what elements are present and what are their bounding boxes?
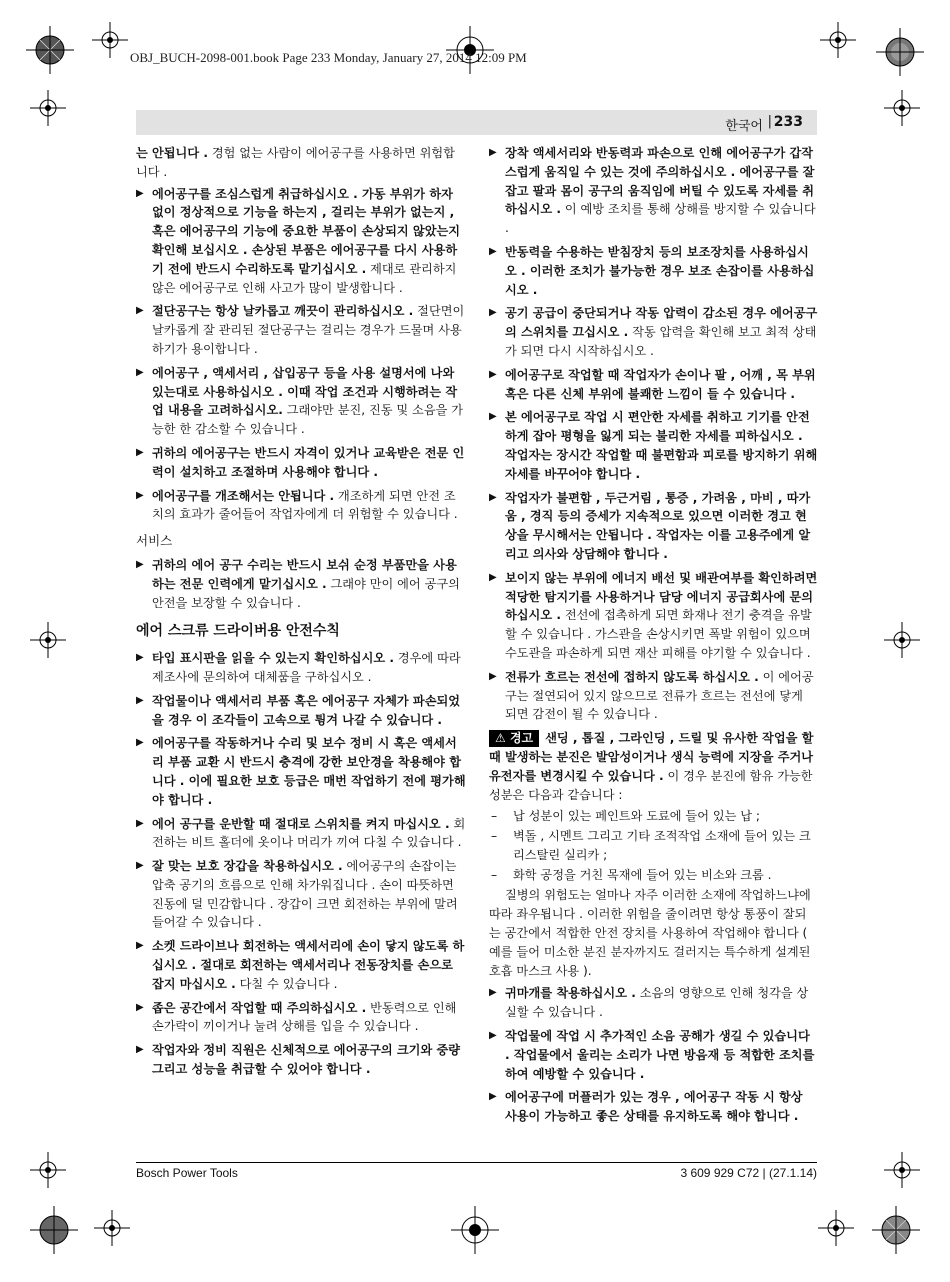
safety-list-a — [136, 185, 466, 525]
item-bold: 귀하의 에어공구는 반드시 자격이 있거나 교육받은 전문 인력이 설치하고 조절하며 사용해야 합니다 . — [152, 445, 465, 479]
list-item — [136, 692, 466, 730]
bullet-triangle-icon: ▶ — [489, 411, 497, 423]
item-text: 개조하게 되면 안전 조치의 효과가 줄어들어 작업자에게 더 위험할 수 있습니다 . — [152, 488, 458, 522]
dash-item — [489, 866, 818, 885]
dash-item — [489, 807, 818, 826]
section-heading: 에어 스크류 드라이버용 안전수칙 — [136, 623, 340, 640]
bullet-triangle-icon: ▶ — [489, 307, 497, 319]
list-item — [489, 304, 818, 360]
bullet-triangle-icon: ▶ — [136, 446, 144, 458]
page-number: 233 — [773, 114, 803, 130]
dash-marker: – — [491, 809, 498, 824]
warning-label: 경고 — [509, 731, 534, 746]
item-bold: 작업물에 작업 시 추가적인 소음 공해가 생길 수 있습니다 . 작업물에서 울리는 소리가 나면 방음재 등 적합한 조치를 하여 예방할 수 있습니다 . — [505, 1029, 815, 1081]
item-bold: 에어공구를 개조해서는 안됩니다 . — [152, 488, 335, 503]
crosshair-mark-left-top — [90, 20, 130, 60]
list-item — [489, 408, 818, 483]
footer-rule — [136, 1162, 817, 1163]
crosshair-mark-right-bottom — [882, 1150, 922, 1190]
list-item — [136, 185, 466, 298]
item-text: 전선에 접촉하게 되면 화재나 전기 충격을 유발할 수 있습니다 . 가스관을 손상시키면 폭발 위험이 있으며 수도관을 파손하게 되면 재산 피해를 야기할 수 있습니다 . — [505, 608, 812, 660]
item-bold: 장착 액세서리와 반동력과 파손으로 인해 에어공구가 갑작스럽게 움직일 수 있는 것에 주의하십시오 . 에어공구를 잘 잡고 팔과 몸이 공구의 움직임에 버틸 수 있도록 자세를 취하십시오 . — [505, 146, 815, 217]
item-bold: 본 에어공구로 작업 시 편안한 자세를 취하고 기기를 안전하게 잡아 평형을 잃게 되는 불리한 자세를 피하십시오 . 작업자는 장시간 작업할 때 불편함과 피로를 방지하기 위해 자세를 바꾸어야 합니다 . — [505, 410, 818, 481]
list-item — [136, 302, 466, 358]
footer-brand: Bosch Power Tools — [136, 1166, 238, 1180]
bullet-triangle-icon: ▶ — [136, 305, 144, 317]
dash-text: 벽돌 , 시멘트 그리고 기타 조적작업 소재에 들어 있는 크리스탈린 실리카 ; — [513, 829, 811, 862]
warning-badge — [489, 730, 539, 747]
list-item — [136, 364, 466, 439]
intro-paragraph — [136, 144, 466, 182]
bullet-triangle-icon: ▶ — [489, 245, 497, 257]
list-item — [136, 999, 466, 1037]
bullet-triangle-icon: ▶ — [136, 737, 144, 749]
left-column — [136, 144, 466, 1084]
crosshair-mark-right-top — [818, 20, 858, 60]
bullet-triangle-icon: ▶ — [136, 1001, 144, 1013]
item-bold: 작업자가 불편함 , 두근거림 , 통증 , 가려움 , 마비 , 따가움 , 경직 등의 증세가 지속적으로 있으면 이러한 경고 현상을 무시해서는 안됩니다 . 작업자는 이를 고용주에게 알리고 의사와 상담해야 합니다 . — [505, 490, 811, 561]
item-text: 경우에 따라 제조사에 문의하여 대체품을 구하십시오 . — [152, 651, 461, 684]
warning-triangle-icon: ⚠ — [495, 731, 506, 746]
bullet-triangle-icon: ▶ — [489, 147, 497, 158]
item-text: 절단면이 날카롭게 잘 관리된 절단공구는 걸리는 경우가 드물며 사용하기가 용이합니다 . — [152, 304, 465, 356]
item-bold: 에어 공구를 운반할 때 절대로 스위치를 켜지 마십시오 . — [152, 816, 450, 831]
item-text: 다칠 수 있습니다 . — [235, 976, 338, 991]
bullet-triangle-icon: ▶ — [136, 1044, 144, 1056]
crosshair-mark-right-margin — [882, 88, 922, 128]
list-item — [136, 937, 466, 993]
item-bold: 귀마개를 착용하십시오 . — [505, 986, 636, 1001]
item-text: 작동 압력을 확인해 보고 최적 상태가 되면 다시 시작하십시오 . — [505, 325, 817, 358]
crosshair-mark-bottom-left-2 — [92, 1208, 132, 1248]
list-item — [489, 144, 818, 238]
footer-doc-code: 3 609 929 C72 | (27.1.14) — [680, 1166, 817, 1180]
bullet-triangle-icon: ▶ — [489, 987, 497, 999]
list-item — [489, 366, 818, 404]
warning-text: 이 경우 분진에 함유 가능한 성분은 다음과 같습니다 : — [489, 768, 813, 802]
list-item — [136, 487, 466, 525]
bullet-triangle-icon: ▶ — [136, 940, 144, 952]
bullet-triangle-icon: ▶ — [136, 694, 144, 706]
item-bold: 좁은 공간에서 작업할 때 주의하십시오 . — [152, 1000, 367, 1015]
list-item — [489, 984, 818, 1022]
right-column — [489, 144, 818, 1131]
list-item — [136, 857, 466, 932]
registration-mark-bottom-left — [24, 1200, 84, 1260]
list-item — [489, 489, 818, 564]
item-text: 그래야만 분진, 진동 및 소음을 가능한 한 감소할 수 있습니다 . — [152, 403, 464, 437]
item-text: 이 에어공구는 절연되어 있지 않으므로 전류가 흐르는 전선에 닿게 되면 감전이 될 수 있습니다 . — [505, 669, 814, 722]
crosshair-mark-bottom-right-2 — [816, 1208, 856, 1248]
service-heading: 서비스 — [136, 533, 173, 549]
registration-mark-top-right — [870, 22, 930, 82]
list-item — [489, 569, 818, 663]
list-item — [489, 1088, 818, 1126]
crosshair-mark-right-middle — [882, 620, 922, 660]
item-bold: 작업자와 정비 직원은 신체적으로 에어공구의 크기와 중량 그리고 성능을 취급할 수 있어야 합니다 . — [152, 1043, 461, 1077]
bullet-triangle-icon: ▶ — [136, 366, 144, 378]
item-bold: 잘 맞는 보호 장갑을 착용하십시오 . — [152, 859, 343, 874]
dash-item — [489, 827, 818, 865]
service-item — [136, 556, 466, 612]
item-text: 그래야 만이 에어 공구의 안전을 보장할 수 있습니다 . — [152, 576, 460, 610]
bullet-triangle-icon: ▶ — [489, 1030, 497, 1042]
intro-text: 경험 없는 사람이 에어공구를 사용하면 위험합니다 . — [136, 146, 455, 179]
header-language: 한국어 — [725, 119, 763, 134]
bullet-triangle-icon: ▶ — [136, 489, 144, 501]
bullet-triangle-icon: ▶ — [136, 187, 144, 199]
list-item — [136, 444, 466, 482]
bullet-triangle-icon: ▶ — [489, 670, 497, 682]
dash-text: 납 성분이 있는 페인트와 도료에 들어 있는 납 ; — [513, 809, 761, 824]
item-bold: 에어공구 , 액세서리 , 삽입공구 등을 사용 설명서에 나와 있는대로 사용하십시오 . 이때 작업 조건과 시행하려는 작업 내용을 고려하십시오. — [152, 365, 458, 418]
item-bold: 보이지 않는 부위에 에너지 배선 및 배관여부를 확인하려면 적당한 탐지기를 사용하거나 담당 에너지 공급회사에 문의하십시오 . — [505, 570, 818, 623]
page-header — [136, 110, 817, 135]
bullet-triangle-icon: ▶ — [489, 571, 497, 583]
bullet-triangle-icon: ▶ — [136, 558, 144, 570]
bullet-triangle-icon: ▶ — [136, 652, 144, 664]
list-item — [136, 734, 466, 809]
warning-bold: 샌딩 , 톱질 , 그라인딩 , 드릴 및 유사한 작업을 할 때 발생하는 분진은 발암성이거나 생식 능력에 지장을 주거나 유전자를 변경시킬 수 있습니다 . — [489, 731, 814, 783]
item-text: 반동력으로 인해 손가락이 끼이거나 눌려 상해를 입을 수 있습니다 . — [152, 1000, 457, 1034]
item-text: 소음의 영향으로 인해 청각을 상실할 수 있습니다 . — [505, 986, 809, 1020]
item-bold: 에어공구를 작동하거나 수리 및 보수 정비 시 혹은 액세서리 부품 교환 시 반드시 충격에 강한 보안경을 착용해야 합니다 . 이에 필요한 보호 등급은 매번 작업하기 전에 평가해야 합니다 . — [152, 736, 466, 807]
dash-text: 화학 공정을 거친 목재에 들어 있는 비소와 크롬 . — [513, 867, 772, 882]
print-info: OBJ_BUCH-2098-001.book Page 233 Monday, January 27, 2014 12:09 PM — [130, 50, 527, 65]
item-text: 회전하는 비트 홀더에 옷이나 머리가 끼여 다칠 수 있습니다 . — [152, 816, 466, 850]
safety-list-c — [489, 144, 818, 724]
item-bold: 에어공구에 머플러가 있는 경우 , 에어공구 작동 시 항상 사용이 가능하고 좋은 상태를 유지하도록 해야 합니다 . — [505, 1090, 803, 1124]
bullet-triangle-icon: ▶ — [489, 368, 497, 380]
item-bold: 작업물이나 액세서리 부품 혹은 에어공구 자체가 파손되었을 경우 이 조각들이 고속으로 튕겨 나갈 수 있습니다 . — [152, 693, 461, 727]
item-bold: 에어공구를 조심스럽게 취급하십시오 . 가동 부위가 하자 없이 정상적으로 기능을 하는지 , 걸리는 부위가 없는지 , 혹은 에어공구의 기능에 중요한 부품이 손상되지 않았는지 확인해 보십시오 . 손상된 부품은 에어공구를 다시 사용하기 전에 반드시 수리하도록 맡기십시오 . — [152, 186, 461, 276]
intro-bold: 는 안됩니다 . — [136, 146, 208, 160]
crosshair-mark-left-bottom — [28, 1150, 68, 1190]
safety-list-b — [136, 649, 466, 1079]
dash-list — [489, 807, 818, 884]
dash-marker: – — [491, 829, 498, 844]
item-bold: 소켓 드라이브나 회전하는 액세서리에 손이 닿지 않도록 하십시오 . 절대로 회전하는 액세서리나 전동장치를 손으로 잡지 마십시오 . — [152, 939, 465, 991]
bullet-triangle-icon: ▶ — [489, 491, 497, 503]
list-item — [489, 1027, 818, 1083]
registration-mark-bottom-right — [866, 1200, 926, 1260]
item-text: 제대로 관리하지 않은 에어공구로 인해 사고가 많이 발생합니다 . — [152, 261, 457, 295]
item-bold: 에어공구로 작업할 때 작업자가 손이나 팔 , 어깨 , 목 부위 혹은 다른 신체 부위에 불쾌한 느낌이 들 수 있습니다 . — [505, 367, 816, 401]
registration-mark-bottom-center — [445, 1200, 505, 1260]
list-item — [136, 815, 466, 853]
registration-mark-top-left — [20, 20, 80, 80]
item-bold: 공기 공급이 중단되거나 작동 압력이 감소된 경우 에어공구의 스위치를 끄십시오 . — [505, 306, 818, 340]
crosshair-mark-left-margin — [28, 88, 68, 128]
header-separator: | — [767, 114, 772, 129]
warning-paragraph — [489, 729, 818, 804]
dash-marker: – — [491, 867, 498, 882]
list-item — [136, 1041, 466, 1079]
item-bold: 전류가 흐르는 전선에 접하지 않도록 하십시오 . — [505, 669, 759, 684]
item-bold: 절단공구는 항상 날카롭고 깨끗이 관리하십시오 . — [152, 304, 414, 319]
list-item — [136, 649, 466, 687]
list-item — [489, 668, 818, 724]
list-item — [489, 243, 818, 299]
item-text: 에어공구의 손잡이는 압축 공기의 흐름으로 인해 차가워집니다 . 손이 따뜻하면 진동에 덜 민감합니다 . 장갑이 크면 회전하는 부위에 말려 들어갈 수 있습니다 . — [152, 859, 458, 930]
item-bold: 귀하의 에어 공구 수리는 반드시 보쉬 순정 부품만을 사용하는 전문 인력에게 맡기십시오 . — [152, 557, 457, 591]
bullet-triangle-icon: ▶ — [489, 1091, 497, 1103]
bullet-triangle-icon: ▶ — [136, 860, 144, 872]
bullet-triangle-icon: ▶ — [136, 817, 144, 829]
crosshair-mark-left-middle — [28, 620, 68, 660]
safety-list-d — [489, 984, 818, 1126]
item-bold: 타입 표시판을 읽을 수 있는지 확인하십시오 . — [152, 651, 395, 666]
item-text: 이 예방 조치를 통해 상해를 방지할 수 있습니다 . — [505, 202, 816, 236]
risk-paragraph: 질병의 위험도는 얼마나 자주 이러한 소재에 작업하느냐에 따라 좌우됩니다 . 이러한 위험을 줄이려면 항상 통풍이 잘되는 공간에서 적합한 안전 장치를 사용하여 작업해야 합니다 ( 예를 들어 미소한 분진 분자까지도 걸러지는 특수하게 설계된 호흡 마스크 사용 ). — [489, 888, 811, 978]
item-bold: 반동력을 수용하는 받침장치 등의 보조장치를 사용하십시오 . 이러한 조치가 불가능한 경우 보조 손잡이를 사용하십시오 . — [505, 244, 815, 297]
